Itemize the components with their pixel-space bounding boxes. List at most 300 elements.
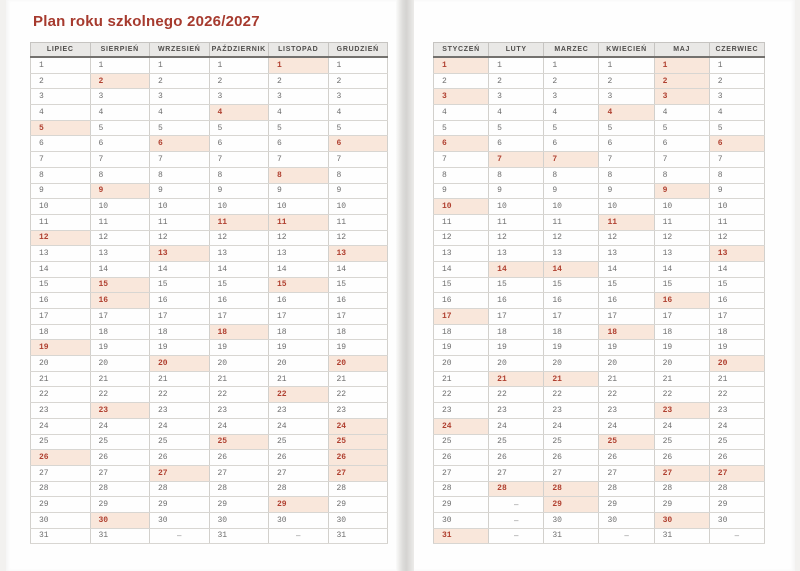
day-cell: 21 [90,371,150,387]
day-cell: 20 [599,356,654,372]
day-cell: 12 [209,230,269,246]
day-row [31,73,388,89]
day-cell: 3 [269,89,329,105]
day-cell: 17 [328,309,388,325]
day-row [434,73,765,89]
day-cell: 8 [434,167,489,183]
day-cell: 9 [269,183,329,199]
day-cell: 15 [544,277,599,293]
day-cell: 25 [654,434,709,450]
day-cell: 10 [654,199,709,215]
day-cell: 17 [599,309,654,325]
day-row [434,450,765,466]
day-cell: 1 [269,57,329,73]
day-cell: 26 [709,450,764,466]
day-row [434,340,765,356]
day-cell: 8 [544,167,599,183]
day-cell: 15 [709,277,764,293]
day-cell: 30 [544,512,599,528]
day-cell: 25 [269,434,329,450]
day-cell: 21 [150,371,210,387]
month-header: PAŹDZIERNIK [209,43,269,58]
day-cell: 31 [209,528,269,544]
day-cell: 4 [489,105,544,121]
day-cell: 30 [31,512,91,528]
day-cell: 14 [544,261,599,277]
day-row [434,89,765,105]
day-cell: 25 [328,434,388,450]
day-cell: 30 [709,512,764,528]
right-page [414,0,795,571]
day-cell: 18 [328,324,388,340]
month-header: MARZEC [544,43,599,58]
empty-day-cell: – [709,528,764,544]
day-row [434,497,765,513]
day-cell: 3 [328,89,388,105]
month-header: LIPIEC [31,43,91,58]
day-cell: 13 [709,246,764,262]
day-cell: 24 [489,418,544,434]
day-row [434,387,765,403]
day-cell: 17 [709,309,764,325]
day-cell: 27 [31,465,91,481]
day-row [434,136,765,152]
day-row [31,136,388,152]
day-row [434,418,765,434]
day-cell: 17 [31,309,91,325]
day-cell: 22 [90,387,150,403]
day-cell: 20 [269,356,329,372]
day-cell: 6 [150,136,210,152]
day-row [31,309,388,325]
day-cell: 8 [209,167,269,183]
day-cell: 9 [209,183,269,199]
day-cell: 21 [269,371,329,387]
day-cell: 19 [90,340,150,356]
day-cell: 28 [654,481,709,497]
day-cell: 30 [209,512,269,528]
day-cell: 4 [654,105,709,121]
day-cell: 22 [709,387,764,403]
day-cell: 5 [209,120,269,136]
day-cell: 8 [150,167,210,183]
day-cell: 23 [150,403,210,419]
day-cell: 17 [90,309,150,325]
day-cell: 8 [90,167,150,183]
day-cell: 26 [90,450,150,466]
day-cell: 30 [599,512,654,528]
day-cell: 6 [654,136,709,152]
day-cell: 12 [654,230,709,246]
day-cell: 20 [654,356,709,372]
day-cell: 5 [31,120,91,136]
day-cell: 4 [150,105,210,121]
month-header-row [434,43,765,58]
day-cell: 16 [544,293,599,309]
month-header: LUTY [489,43,544,58]
day-cell: 15 [489,277,544,293]
day-cell: 23 [434,403,489,419]
day-cell: 22 [31,387,91,403]
day-cell: 24 [31,418,91,434]
day-cell: 27 [209,465,269,481]
day-cell: 29 [31,497,91,513]
day-cell: 11 [709,214,764,230]
day-cell: 13 [434,246,489,262]
day-cell: 12 [328,230,388,246]
day-cell: 8 [709,167,764,183]
day-row [434,512,765,528]
day-cell: 14 [654,261,709,277]
day-cell: 14 [489,261,544,277]
day-cell: 26 [489,450,544,466]
day-cell: 7 [269,152,329,168]
day-cell: 20 [90,356,150,372]
day-cell: 15 [209,277,269,293]
day-row [31,340,388,356]
day-cell: 14 [150,261,210,277]
day-cell: 29 [150,497,210,513]
day-cell: 13 [544,246,599,262]
day-cell: 2 [489,73,544,89]
day-cell: 4 [209,105,269,121]
day-cell: 28 [544,481,599,497]
day-cell: 18 [269,324,329,340]
day-row [434,371,765,387]
day-cell: 28 [31,481,91,497]
month-header: MAJ [654,43,709,58]
day-cell: 10 [209,199,269,215]
day-row [31,293,388,309]
day-cell: 24 [269,418,329,434]
day-cell: 4 [269,105,329,121]
month-header: WRZESIEŃ [150,43,210,58]
day-cell: 1 [599,57,654,73]
month-header: SIERPIEŃ [90,43,150,58]
day-cell: 2 [209,73,269,89]
day-cell: 26 [31,450,91,466]
day-cell: 5 [489,120,544,136]
day-cell: 22 [209,387,269,403]
month-header: KWIECIEŃ [599,43,654,58]
day-cell: 9 [544,183,599,199]
day-cell: 5 [599,120,654,136]
day-row [31,434,388,450]
day-cell: 5 [90,120,150,136]
day-cell: 3 [654,89,709,105]
day-cell: 3 [709,89,764,105]
day-cell: 5 [434,120,489,136]
day-cell: 18 [544,324,599,340]
day-cell: 21 [599,371,654,387]
day-cell: 22 [489,387,544,403]
day-row [31,230,388,246]
day-cell: 19 [209,340,269,356]
day-cell: 27 [328,465,388,481]
day-cell: 22 [328,387,388,403]
day-cell: 19 [434,340,489,356]
day-row [31,403,388,419]
day-cell: 7 [434,152,489,168]
day-cell: 10 [150,199,210,215]
day-cell: 27 [90,465,150,481]
day-cell: 26 [599,450,654,466]
day-cell: 6 [599,136,654,152]
empty-day-cell: – [489,528,544,544]
day-cell: 29 [654,497,709,513]
calendar-table-right [433,42,765,544]
empty-day-cell: – [489,512,544,528]
day-cell: 20 [328,356,388,372]
day-cell: 29 [599,497,654,513]
day-cell: 3 [434,89,489,105]
day-cell: 11 [150,214,210,230]
day-cell: 12 [489,230,544,246]
day-row [434,105,765,121]
day-cell: 21 [328,371,388,387]
day-cell: 2 [544,73,599,89]
day-cell: 23 [269,403,329,419]
day-cell: 7 [150,152,210,168]
month-header: GRUDZIEŃ [328,43,388,58]
day-cell: 25 [489,434,544,450]
day-cell: 6 [328,136,388,152]
day-cell: 19 [489,340,544,356]
day-cell: 1 [150,57,210,73]
day-cell: 10 [544,199,599,215]
day-cell: 18 [31,324,91,340]
day-cell: 25 [599,434,654,450]
day-row [434,183,765,199]
day-cell: 12 [599,230,654,246]
day-cell: 8 [654,167,709,183]
day-cell: 29 [434,497,489,513]
left-page [6,0,398,571]
day-cell: 1 [209,57,269,73]
day-cell: 24 [90,418,150,434]
day-cell: 9 [434,183,489,199]
day-cell: 9 [489,183,544,199]
day-cell: 9 [654,183,709,199]
day-cell: 17 [209,309,269,325]
day-cell: 6 [209,136,269,152]
day-cell: 21 [434,371,489,387]
empty-day-cell: – [150,528,210,544]
day-cell: 26 [269,450,329,466]
day-cell: 19 [654,340,709,356]
page-gutter-shadow [396,0,415,571]
day-cell: 29 [209,497,269,513]
day-cell: 13 [90,246,150,262]
day-cell: 18 [709,324,764,340]
day-row [434,261,765,277]
day-cell: 30 [150,512,210,528]
day-cell: 7 [328,152,388,168]
day-cell: 11 [544,214,599,230]
day-cell: 23 [709,403,764,419]
day-cell: 25 [434,434,489,450]
day-cell: 2 [599,73,654,89]
day-cell: 17 [150,309,210,325]
day-row [31,512,388,528]
day-cell: 16 [90,293,150,309]
day-cell: 26 [328,450,388,466]
day-row [434,230,765,246]
day-cell: 20 [489,356,544,372]
day-cell: 17 [544,309,599,325]
day-cell: 3 [489,89,544,105]
empty-day-cell: – [599,528,654,544]
day-cell: 27 [709,465,764,481]
day-cell: 16 [709,293,764,309]
day-cell: 12 [269,230,329,246]
day-cell: 10 [31,199,91,215]
day-row [31,371,388,387]
day-cell: 28 [269,481,329,497]
day-row [31,199,388,215]
day-row [31,152,388,168]
day-cell: 7 [209,152,269,168]
day-cell: 12 [434,230,489,246]
day-cell: 5 [269,120,329,136]
day-row [434,152,765,168]
day-cell: 31 [90,528,150,544]
day-cell: 23 [544,403,599,419]
day-cell: 12 [90,230,150,246]
day-cell: 10 [90,199,150,215]
day-cell: 13 [328,246,388,262]
day-cell: 28 [90,481,150,497]
day-cell: 11 [599,214,654,230]
day-cell: 2 [709,73,764,89]
day-cell: 30 [654,512,709,528]
day-cell: 4 [90,105,150,121]
day-row [434,293,765,309]
day-cell: 20 [709,356,764,372]
day-cell: 1 [90,57,150,73]
day-cell: 24 [328,418,388,434]
day-cell: 26 [150,450,210,466]
day-row [31,465,388,481]
day-cell: 14 [209,261,269,277]
day-cell: 22 [434,387,489,403]
day-row [31,497,388,513]
day-cell: 28 [434,481,489,497]
day-cell: 20 [31,356,91,372]
day-cell: 8 [489,167,544,183]
day-cell: 19 [269,340,329,356]
month-header-row [31,43,388,58]
day-cell: 5 [709,120,764,136]
day-cell: 9 [328,183,388,199]
day-cell: 25 [90,434,150,450]
day-cell: 2 [434,73,489,89]
day-row [31,89,388,105]
day-cell: 16 [328,293,388,309]
day-cell: 24 [599,418,654,434]
day-cell: 23 [209,403,269,419]
day-row [31,387,388,403]
day-row [434,324,765,340]
day-row [434,199,765,215]
day-cell: 6 [31,136,91,152]
day-cell: 29 [709,497,764,513]
day-cell: 24 [209,418,269,434]
day-cell: 21 [489,371,544,387]
day-cell: 20 [434,356,489,372]
day-row [434,246,765,262]
day-cell: 30 [269,512,329,528]
day-row [31,418,388,434]
day-row [434,528,765,544]
day-cell: 14 [709,261,764,277]
day-cell: 20 [150,356,210,372]
day-cell: 31 [31,528,91,544]
day-cell: 11 [90,214,150,230]
day-cell: 26 [654,450,709,466]
day-cell: 24 [434,418,489,434]
day-cell: 24 [150,418,210,434]
day-row [434,57,765,73]
day-cell: 30 [328,512,388,528]
day-cell: 17 [269,309,329,325]
day-cell: 10 [269,199,329,215]
day-cell: 27 [489,465,544,481]
day-cell: 12 [31,230,91,246]
day-row [31,105,388,121]
empty-day-cell: – [269,528,329,544]
day-cell: 14 [31,261,91,277]
day-cell: 11 [209,214,269,230]
day-cell: 9 [599,183,654,199]
day-cell: 14 [269,261,329,277]
day-cell: 23 [31,403,91,419]
day-cell: 26 [544,450,599,466]
day-row [31,214,388,230]
day-cell: 23 [328,403,388,419]
day-cell: 9 [90,183,150,199]
day-cell: 22 [654,387,709,403]
day-cell: 15 [599,277,654,293]
day-cell: 7 [489,152,544,168]
day-cell: 14 [599,261,654,277]
day-cell: 12 [709,230,764,246]
day-cell: 23 [654,403,709,419]
day-cell: 8 [31,167,91,183]
day-cell: 3 [599,89,654,105]
page-title: Plan roku szkolnego 2026/2027 [33,13,260,30]
day-cell: 17 [489,309,544,325]
day-cell: 13 [150,246,210,262]
day-row [31,120,388,136]
day-cell: 14 [328,261,388,277]
day-cell: 5 [150,120,210,136]
day-cell: 26 [209,450,269,466]
day-cell: 18 [150,324,210,340]
day-cell: 4 [434,105,489,121]
day-cell: 9 [31,183,91,199]
day-cell: 6 [544,136,599,152]
day-cell: 31 [544,528,599,544]
day-cell: 14 [90,261,150,277]
day-cell: 16 [209,293,269,309]
day-cell: 16 [654,293,709,309]
day-cell: 11 [654,214,709,230]
day-cell: 24 [544,418,599,434]
day-row [31,246,388,262]
day-cell: 4 [599,105,654,121]
day-cell: 2 [269,73,329,89]
